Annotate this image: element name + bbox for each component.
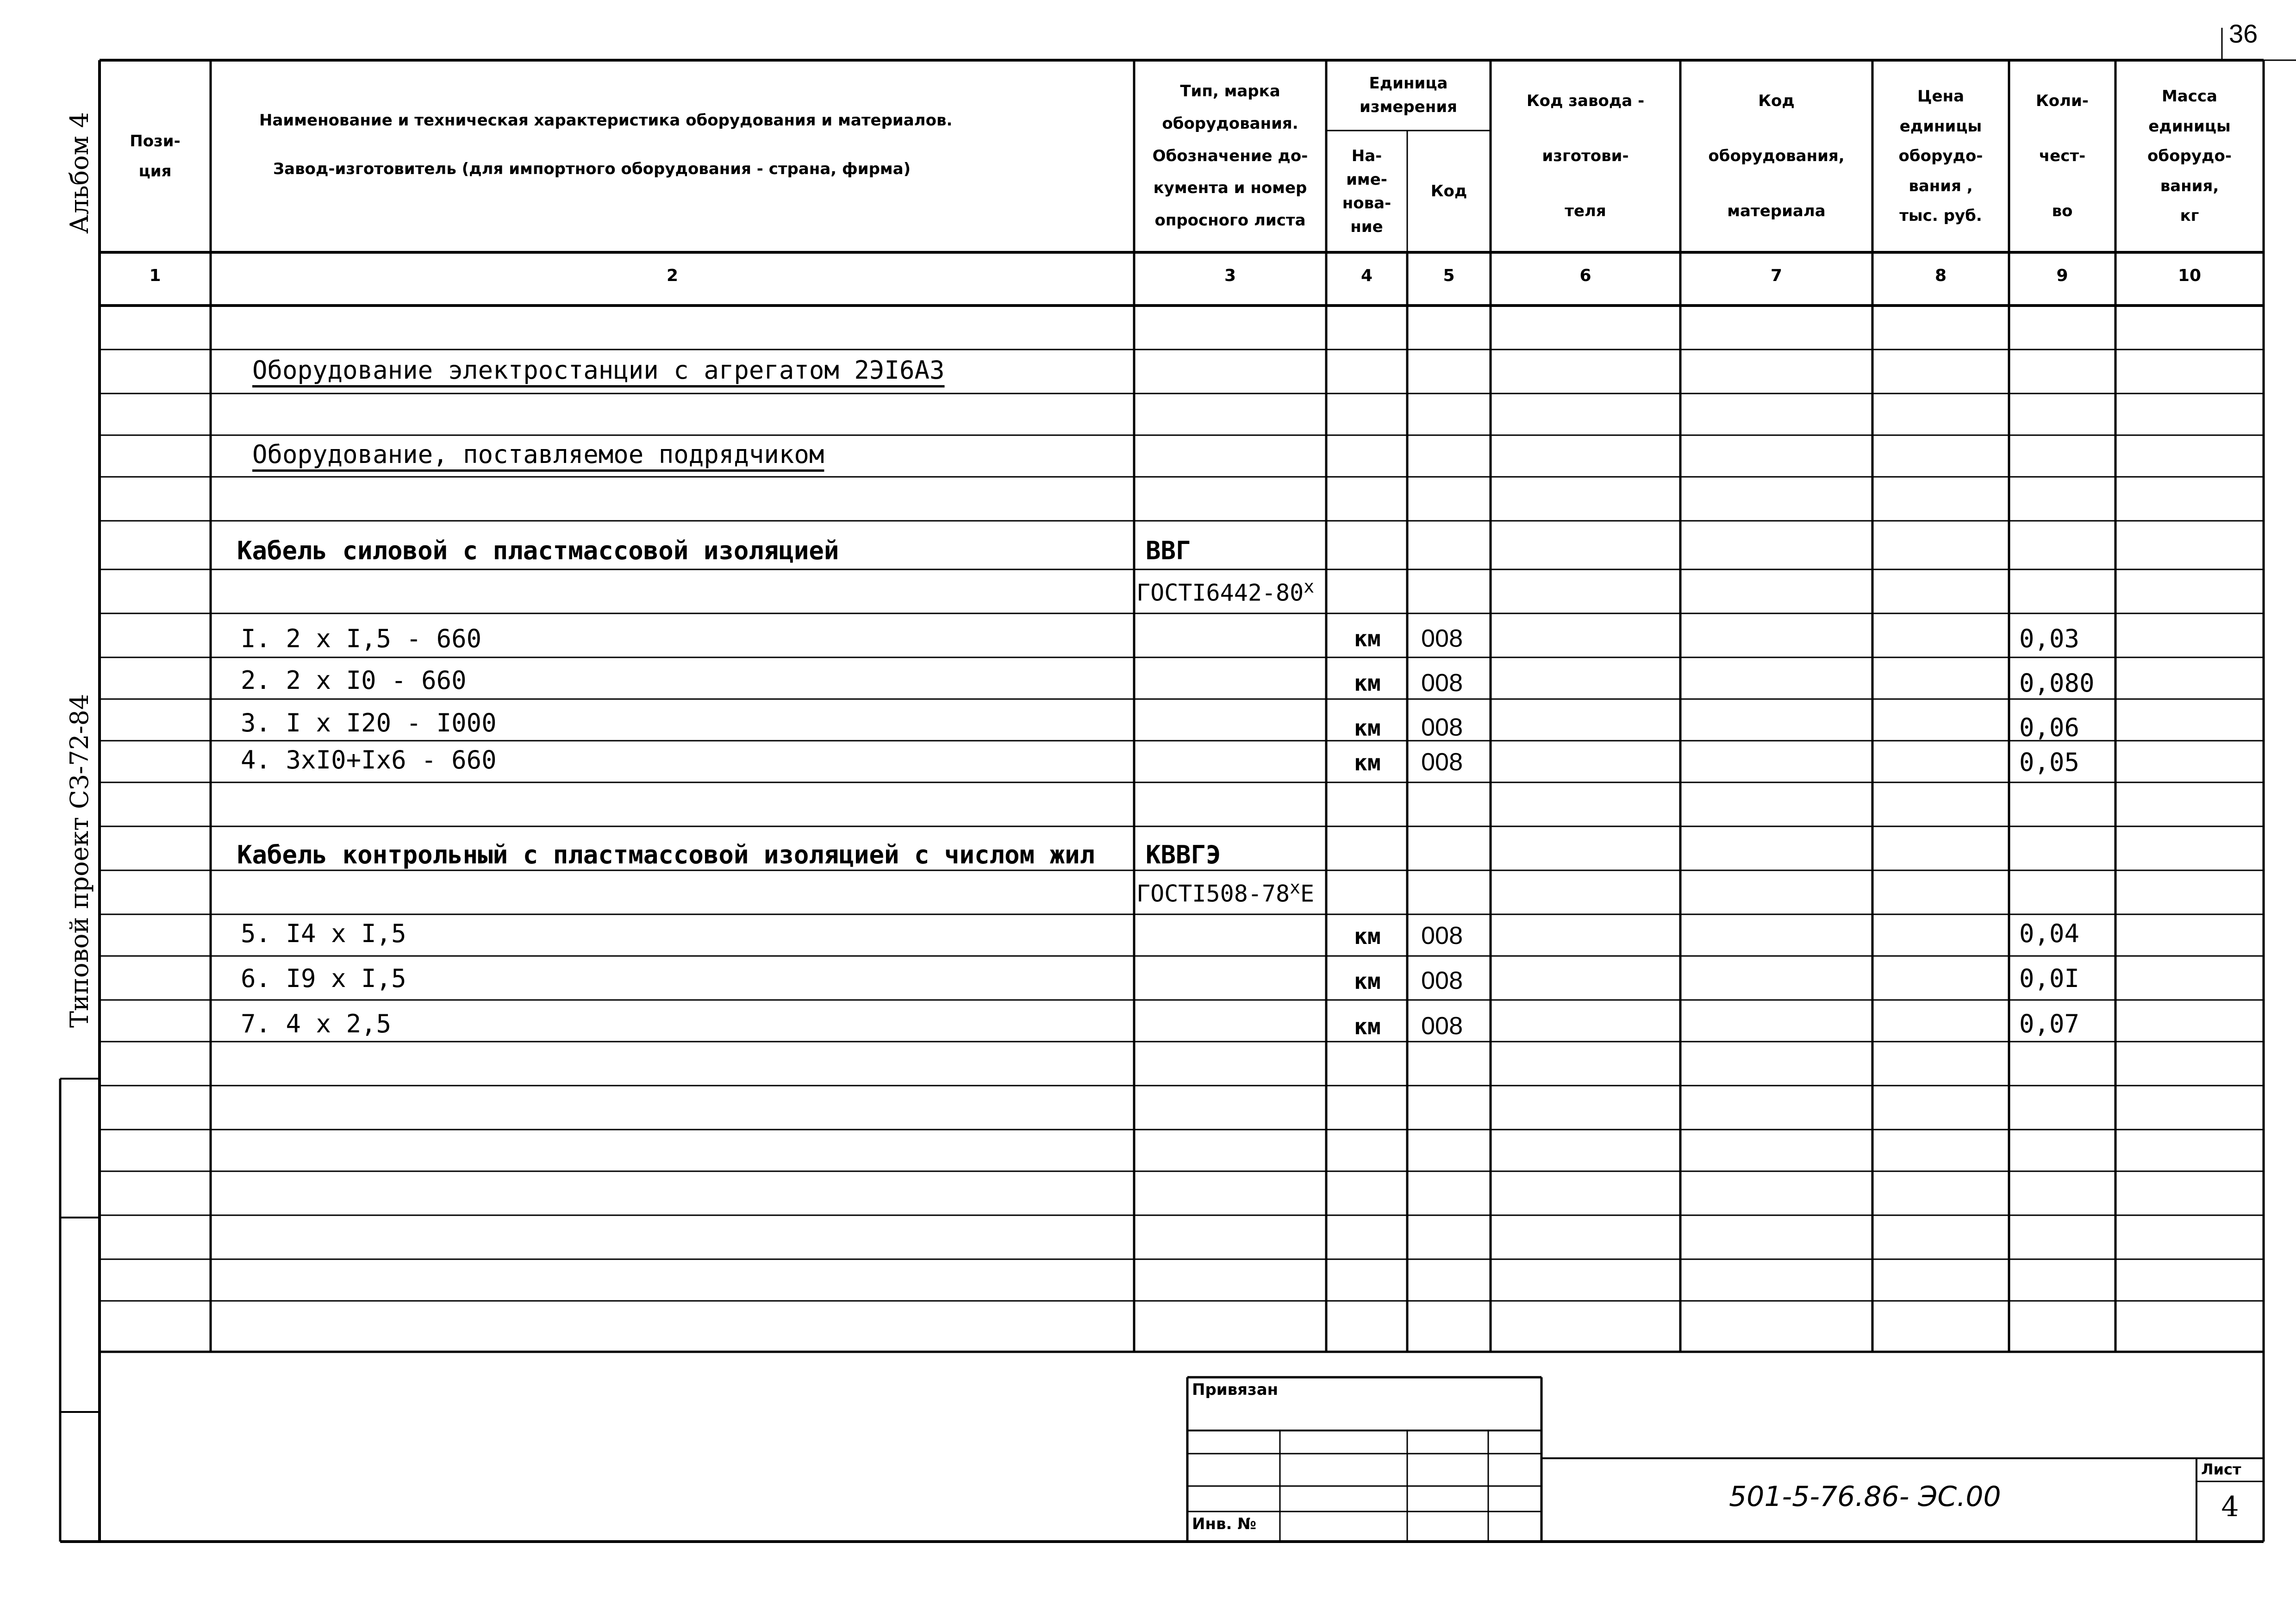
header-position-text: Пози- ция <box>130 131 181 181</box>
item-code: 008 <box>1421 713 1463 741</box>
header-unit-group-text: Единица измерения <box>1360 74 1457 116</box>
page-number: 36 <box>2229 19 2258 48</box>
item-unit: км <box>1354 968 1381 994</box>
header-name-line1: Наименование и техническая характеристика оборудования и материалов. <box>259 111 953 130</box>
group-type: ВВГ <box>1146 536 1191 565</box>
header-unit-group <box>1326 60 1491 131</box>
item-qty: 0,05 <box>2019 748 2080 777</box>
header-mass-text: Масса единицы оборудо- вания, кг <box>2147 87 2232 225</box>
item-name: 6. I9 х I,5 <box>241 964 406 993</box>
item-qty: 0,03 <box>2019 624 2080 653</box>
header-name <box>211 60 1134 252</box>
section-title: Оборудование электростанции с агрегатом 2ЭI6АЗ <box>252 356 945 385</box>
item-name: I. 2 х I,5 - 660 <box>241 624 482 653</box>
header-unit-code-text: Код <box>1430 182 1467 201</box>
section-title: Оборудование, поставляемое подрядчиком <box>252 440 824 469</box>
group-doc-suffix: Е <box>1300 880 1315 907</box>
column-number: 7 <box>1770 266 1783 285</box>
item-qty: 0,07 <box>2019 1009 2080 1038</box>
stamp-inv-no: Инв. № <box>1192 1515 1257 1533</box>
item-name: 4. 3хI0+Iх6 - 660 <box>241 745 497 775</box>
header-price-text: Цена единицы оборудо- вания , тыс. руб. <box>1898 87 1983 225</box>
header-name-line2: Завод-изготовитель (для импортного оборудования - страна, фирма) <box>273 160 911 178</box>
item-name: 7. 4 х 2,5 <box>241 1009 392 1038</box>
album-label: Альбом 4 <box>65 112 94 234</box>
group-name: Кабель силовой с пластмассовой изоляцией <box>237 536 839 565</box>
header-quantity-text: Коли- чест- во <box>2036 91 2089 220</box>
header-factory-code-text: Код завода - изготови- теля <box>1526 91 1645 220</box>
item-unit: км <box>1354 626 1381 652</box>
item-code: 008 <box>1421 748 1463 776</box>
project-label: Типовой проект СЗ-72-84 <box>65 693 94 1028</box>
item-unit: км <box>1354 924 1381 949</box>
header-type-text: Тип, марка оборудования. Обозначение до- кумента и номер опросного листа <box>1152 82 1308 230</box>
column-number: 8 <box>1934 266 1947 285</box>
item-code: 008 <box>1421 625 1463 652</box>
stamp-privyazan: Привязан <box>1192 1380 1279 1399</box>
item-qty: 0,06 <box>2019 713 2080 742</box>
group-doc-sup: х <box>1304 576 1315 597</box>
group-doc-text: ГОСТI508-78 <box>1136 880 1290 907</box>
item-qty: 0,04 <box>2019 919 2080 948</box>
group-doc <box>1136 877 1314 907</box>
item-unit: км <box>1354 750 1381 776</box>
group-doc <box>1136 576 1314 606</box>
column-number: 6 <box>1579 266 1591 285</box>
item-code: 008 <box>1421 967 1463 994</box>
header-unit-code <box>1407 131 1491 252</box>
item-name: 5. I4 х I,5 <box>241 919 406 948</box>
header-equipment-code-text: Код оборудования, материала <box>1708 91 1845 220</box>
column-number: 1 <box>149 266 161 285</box>
header-unit-name-text: На- име- нова- ние <box>1342 146 1391 236</box>
item-code: 008 <box>1421 669 1463 697</box>
group-doc-sup: х <box>1290 877 1301 898</box>
column-number: 5 <box>1443 266 1455 285</box>
sheet-label: Лист <box>2201 1461 2241 1478</box>
sheet-number: 4 <box>2221 1491 2239 1523</box>
item-unit: км <box>1354 715 1381 741</box>
column-number: 3 <box>1224 266 1236 285</box>
column-number: 10 <box>2177 266 2202 285</box>
item-qty: 0,0I <box>2019 964 2080 993</box>
header-price <box>1872 60 2009 252</box>
header-mass <box>2115 60 2264 252</box>
item-qty: 0,080 <box>2019 668 2095 698</box>
column-number: 4 <box>1360 266 1373 285</box>
group-type: КВВГЭ <box>1146 840 1221 869</box>
document-code: 501-5-76.86- ЭС.00 <box>1729 1480 2001 1513</box>
header-type <box>1134 60 1326 252</box>
item-unit: км <box>1354 1014 1381 1040</box>
group-name: Кабель контрольный с пластмассовой изоляцией с числом жил <box>237 840 1095 869</box>
column-number: 9 <box>2056 266 2068 285</box>
header-factory-code <box>1491 60 1680 252</box>
item-code: 008 <box>1421 1012 1463 1040</box>
header-equipment-code <box>1680 60 1872 252</box>
header-quantity <box>2009 60 2115 252</box>
item-code: 008 <box>1421 922 1463 949</box>
header-unit-name <box>1326 131 1407 252</box>
item-unit: км <box>1354 670 1381 696</box>
header-position <box>100 60 211 252</box>
item-name: 2. 2 х I0 - 660 <box>241 666 467 695</box>
column-number: 2 <box>666 266 679 285</box>
group-doc-text: ГОСТI6442-80 <box>1136 579 1304 606</box>
item-name: 3. I х I20 - I000 <box>241 708 497 737</box>
